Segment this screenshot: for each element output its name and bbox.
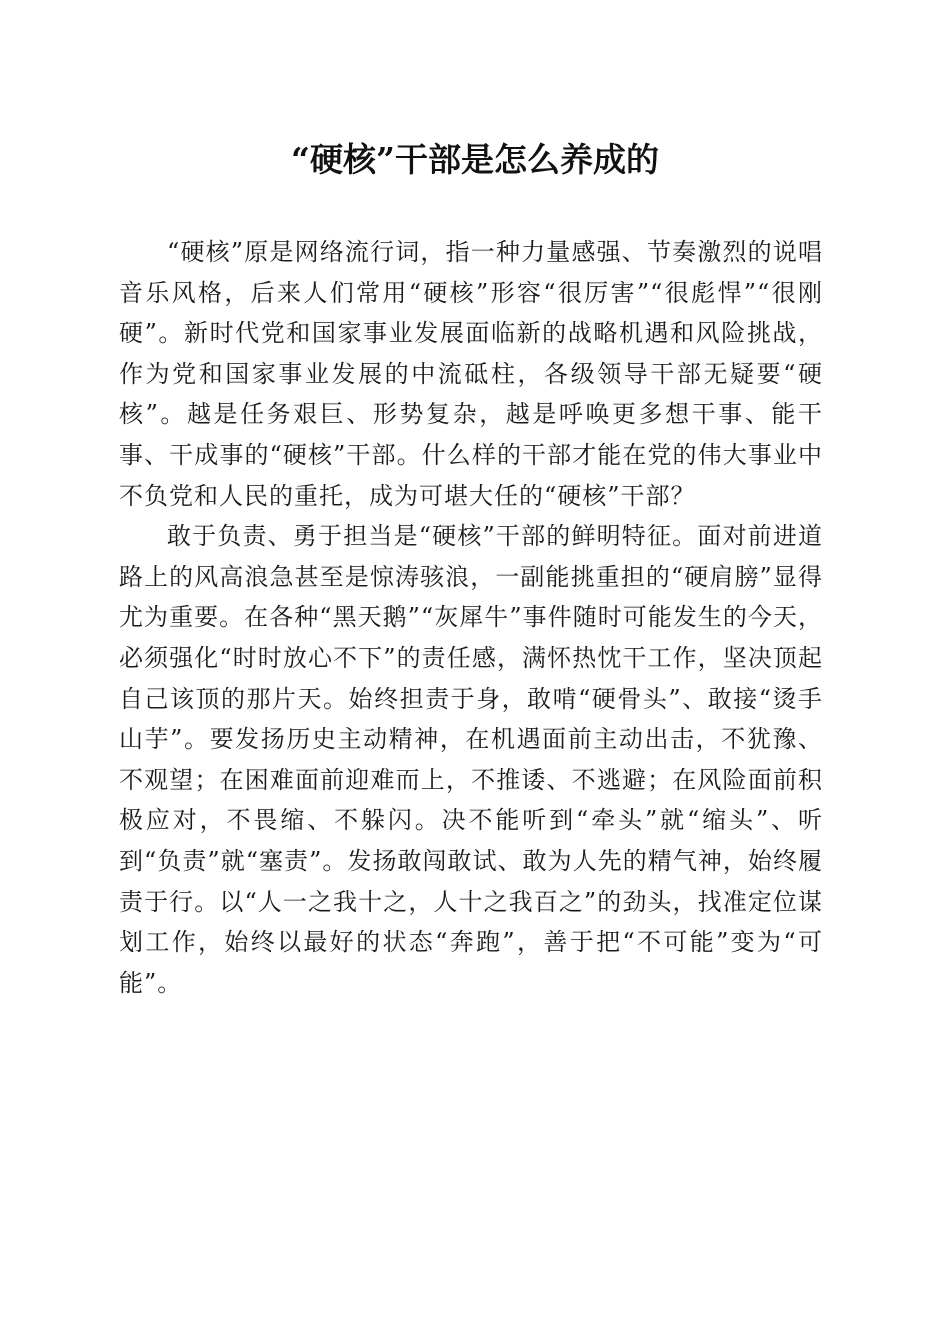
paragraph-2: 敢于负责、勇于担当是“硬核”干部的鲜明特征。面对前进道路上的风高浪急甚至是惊涛骇浪，一副能挑重担的“硬肩膀”显得尤为重要。在各种“黑天鹅”“灰犀牛”事件随时可能发生的今天，必须强化“时时放心不下”的责任感，满怀热忱干工作，坚决顶起自己该顶的那片天。始终担责于身，敢啃“硬骨头”、敢接“烫手山芋”。要发扬历史主动精神，在机遇面前主动出击，不犹豫、不观望；在困难面前迎难而上，不推诿、不逃避；在风险面前积极应对，不畏缩、不躲闪。决不能听到“牵头”就“缩头”、听到“负责”就“塞责”。发扬敢闯敢试、敢为人先的精气神，始终履责于行。以“人一之我十之，人十之我百之”的劲头，找准定位谋划工作，始终以最好的状态“奔跑”，善于把“不可能”变为“可能”。 xyxy=(119,522,823,997)
document-title: “硬核”干部是怎么养成的 xyxy=(291,140,659,179)
paragraph-1: “硬核”原是网络流行词，指一种力量感强、节奏激烈的说唱音乐风格，后来人们常用“硬核”形容“很厉害”“很彪悍”“很刚硬”。新时代党和国家事业发展面临新的战略机遇和风险挑战，作为党和国家事业发展的中流砥柱，各级领导干部无疑要“硬核”。越是任务艰巨、形势复杂，越是呼唤更多想干事、能干事、干成事的“硬核”干部。什么样的干部才能在党的伟大事业中不负党和人民的重托，成为可堪大任的“硬核”干部？ xyxy=(119,238,823,510)
document-body xyxy=(119,232,823,1003)
